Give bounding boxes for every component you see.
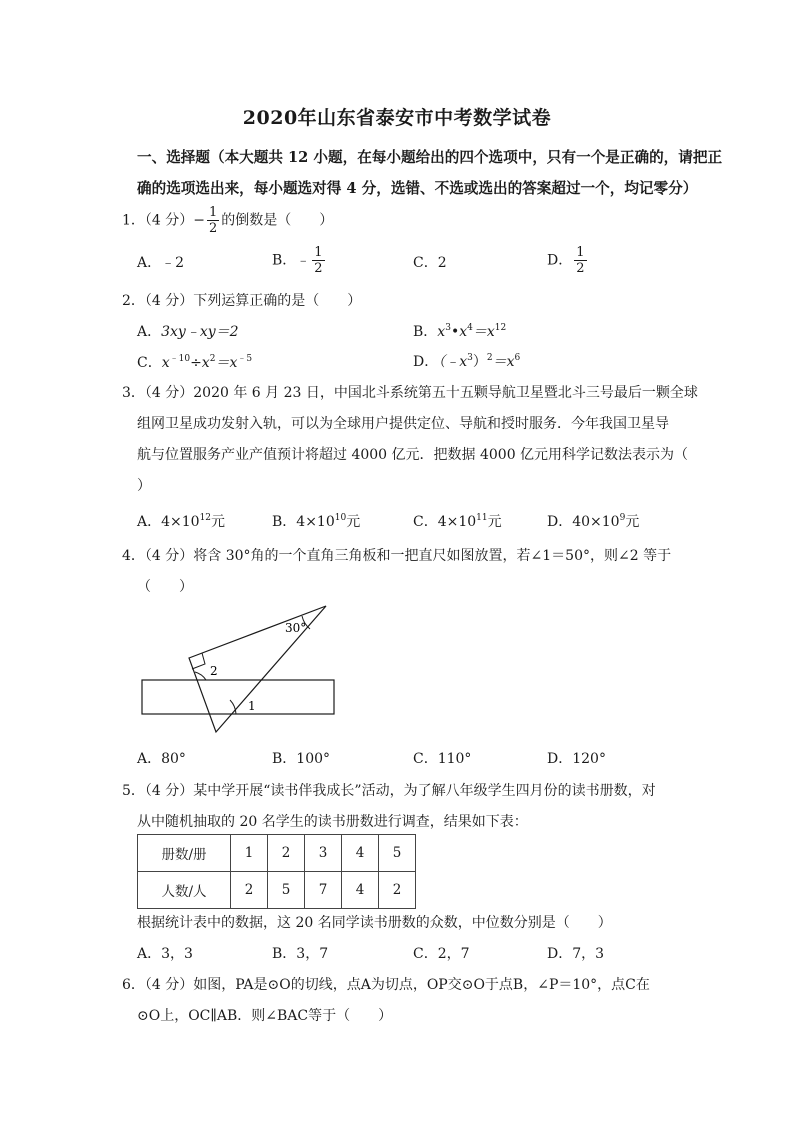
- q2-option-a: [137, 321, 239, 341]
- q5-option-c: C．2，7: [413, 946, 470, 962]
- q1-option-d-numerator: 1: [576, 245, 585, 260]
- q2-option-a-label: A．: [137, 324, 162, 340]
- angle-2-label: 2: [210, 664, 218, 678]
- question-4-line2: （ ）: [137, 579, 193, 595]
- question-1-stem: [122, 205, 333, 236]
- q2-option-c-mid: ÷x: [190, 355, 210, 371]
- table-cell: 7: [305, 872, 342, 909]
- table-cell: 5: [268, 872, 305, 909]
- q2-option-d-close: ）: [472, 354, 487, 370]
- q2-option-d-open: （﹣x: [438, 354, 468, 370]
- q1-option-c: C．2: [413, 255, 447, 271]
- q3-option-d: [547, 511, 639, 531]
- q1-fraction: [207, 205, 219, 236]
- q3-option-d-unit: 元: [625, 514, 640, 530]
- q3-option-c: [413, 511, 502, 531]
- question-6-line2: ⊙O上，OC∥AB．则∠BAC等于（ ）: [137, 1008, 393, 1024]
- q3-option-d-base: D．40×10: [547, 514, 620, 530]
- q2-option-c-base: x: [161, 355, 170, 371]
- q3-option-b: [272, 511, 360, 531]
- question-3-line3: 航与位置服务产业产值预计将超过 4000 亿元．把数据 4000 亿元用科学记数法表示为（: [137, 447, 689, 463]
- angle-30-label: 30°: [285, 621, 307, 635]
- q1-prefix: 1．（4 分）: [122, 212, 194, 229]
- q2-option-a-expr: 3xy﹣xy＝2: [161, 324, 239, 340]
- q2-option-b-base: x: [437, 324, 446, 340]
- q5-option-b: B．3，7: [272, 946, 329, 962]
- question-3-line1: 3．（4 分）2020 年 6 月 23 日，中国北斗系统第五十五颗导航卫星暨北斗三号最后一颗全球: [122, 385, 698, 401]
- table-cell: 4: [342, 872, 379, 909]
- q3-option-a-exp: 12: [199, 513, 212, 523]
- q5-option-d: D．7，3: [547, 946, 605, 962]
- question-2-stem: 2．（4 分）下列运算正确的是（ ）: [122, 293, 362, 309]
- question-4-line1: 4．（4 分）将含 30°角的一个直角三角板和一把直尺如图放置，若∠1＝50°，则∠2 等于: [122, 548, 672, 564]
- q2-option-c-exp1: ﹣10: [169, 354, 191, 364]
- q5-stats-table: [137, 834, 416, 909]
- table-row-header: 人数/人: [138, 872, 231, 909]
- q3-option-b-exp: 10: [334, 513, 347, 523]
- right-angle-mark: [192, 653, 205, 669]
- table-row: [138, 872, 416, 909]
- table-cell: 2: [231, 872, 268, 909]
- question-3-line2: 组网卫星成功发射入轨，可以为全球用户提供定位、导航和授时服务．今年我国卫星导: [137, 416, 669, 432]
- q2-option-b-label: B．: [413, 324, 438, 340]
- q3-option-a-unit: 元: [211, 514, 226, 530]
- q2-option-c-exp3: ﹣5: [237, 354, 253, 364]
- q2-option-b-exp1: 3: [445, 323, 451, 333]
- q4-option-c: C．110°: [413, 751, 472, 767]
- q1-suffix: 的倒数是（ ）: [221, 212, 334, 229]
- q1-option-b-numerator: 1: [314, 245, 323, 260]
- question-5-line2: 从中随机抽取的 20 名学生的读书册数进行调查，结果如下表：: [137, 814, 528, 830]
- q1-option-d: [547, 245, 589, 276]
- table-row: [138, 835, 416, 872]
- section-heading-line2: 确的选项选出来，每小题选对得 4 分，选错、不选或选出的答案超过一个，均记零分）: [137, 180, 698, 197]
- q2-option-c-eq: ＝x: [215, 355, 238, 371]
- q3-option-b-unit: 元: [346, 514, 361, 530]
- q2-option-b-exp3: 12: [494, 323, 507, 333]
- q2-option-d-eq: ＝x: [492, 354, 515, 370]
- q3-option-b-base: B．4×10: [272, 514, 335, 530]
- question-5-line3: 根据统计表中的数据，这 20 名同学读书册数的众数，中位数分别是（ ）: [137, 915, 612, 931]
- q3-option-c-base: C．4×10: [413, 514, 477, 530]
- q1-option-b-denominator: 2: [314, 261, 323, 276]
- q2-option-b: [413, 321, 506, 341]
- q2-option-b-exp2: 4: [467, 323, 473, 333]
- q1-fraction-denominator: 2: [209, 221, 218, 236]
- table-cell: 5: [379, 835, 416, 872]
- angle-1-label: 1: [248, 699, 256, 713]
- page-title: 2020年山东省泰安市中考数学试卷: [242, 107, 552, 129]
- q1-option-d-fraction: [574, 245, 586, 276]
- q3-option-c-unit: 元: [487, 514, 502, 530]
- q4-option-d: D．120°: [547, 751, 606, 767]
- q5-option-a: A．3，3: [137, 946, 193, 962]
- q2-option-c-exp2: 2: [209, 354, 216, 364]
- q3-option-d-exp: 9: [619, 513, 626, 523]
- q2-option-d: [413, 351, 520, 371]
- q2-option-d-label: D．: [413, 354, 439, 370]
- q2-option-b-mid: •x: [450, 324, 468, 340]
- table-cell: 2: [268, 835, 305, 872]
- q3-option-a-base: A．4×10: [137, 514, 200, 530]
- question-3-line4: ）: [137, 478, 151, 494]
- q2-option-d-exp3: 6: [514, 353, 521, 363]
- table-cell: 3: [305, 835, 342, 872]
- q2-option-b-eq: ＝x: [472, 324, 495, 340]
- section-heading-line1: 一、选择题（本大题共 12 小题，在每小题给出的四个选项中，只有一个是正确的，请把正: [137, 149, 723, 166]
- question-5-line1: 5．（4 分）某中学开展“读书伴我成长”活动，为了解八年级学生四月份的读书册数，对: [122, 783, 656, 799]
- ruler: [142, 680, 334, 714]
- table-row-header: 册数/册: [138, 835, 231, 872]
- q4-option-a: A．80°: [137, 751, 186, 767]
- table-cell: 1: [231, 835, 268, 872]
- q1-minus-sign: −: [193, 212, 205, 229]
- q4-figure: [130, 598, 360, 740]
- table-cell: 4: [342, 835, 379, 872]
- q2-option-d-exp1: 3: [467, 353, 473, 363]
- q1-option-d-prefix: D．: [547, 252, 573, 269]
- q1-option-d-denominator: 2: [576, 261, 585, 276]
- q1-option-b-prefix: B．﹣: [272, 252, 311, 269]
- question-6-line1: 6．（4 分）如图，PA是⊙O的切线，点A为切点，OP交⊙O于点B，∠P＝10°，点C在: [122, 977, 650, 993]
- table-cell: 2: [379, 872, 416, 909]
- q2-option-c-label: C．: [137, 355, 162, 371]
- q2-option-d-exp2: 2: [486, 353, 493, 363]
- q2-option-c: [137, 351, 252, 372]
- q4-option-b: B．100°: [272, 751, 331, 767]
- q3-option-c-exp: 11: [476, 513, 488, 523]
- q1-option-b: [272, 245, 327, 276]
- q3-option-a: [137, 511, 225, 531]
- q1-fraction-numerator: 1: [209, 205, 218, 220]
- q1-option-b-fraction: [312, 245, 324, 276]
- q1-option-a: A．﹣2: [137, 255, 185, 271]
